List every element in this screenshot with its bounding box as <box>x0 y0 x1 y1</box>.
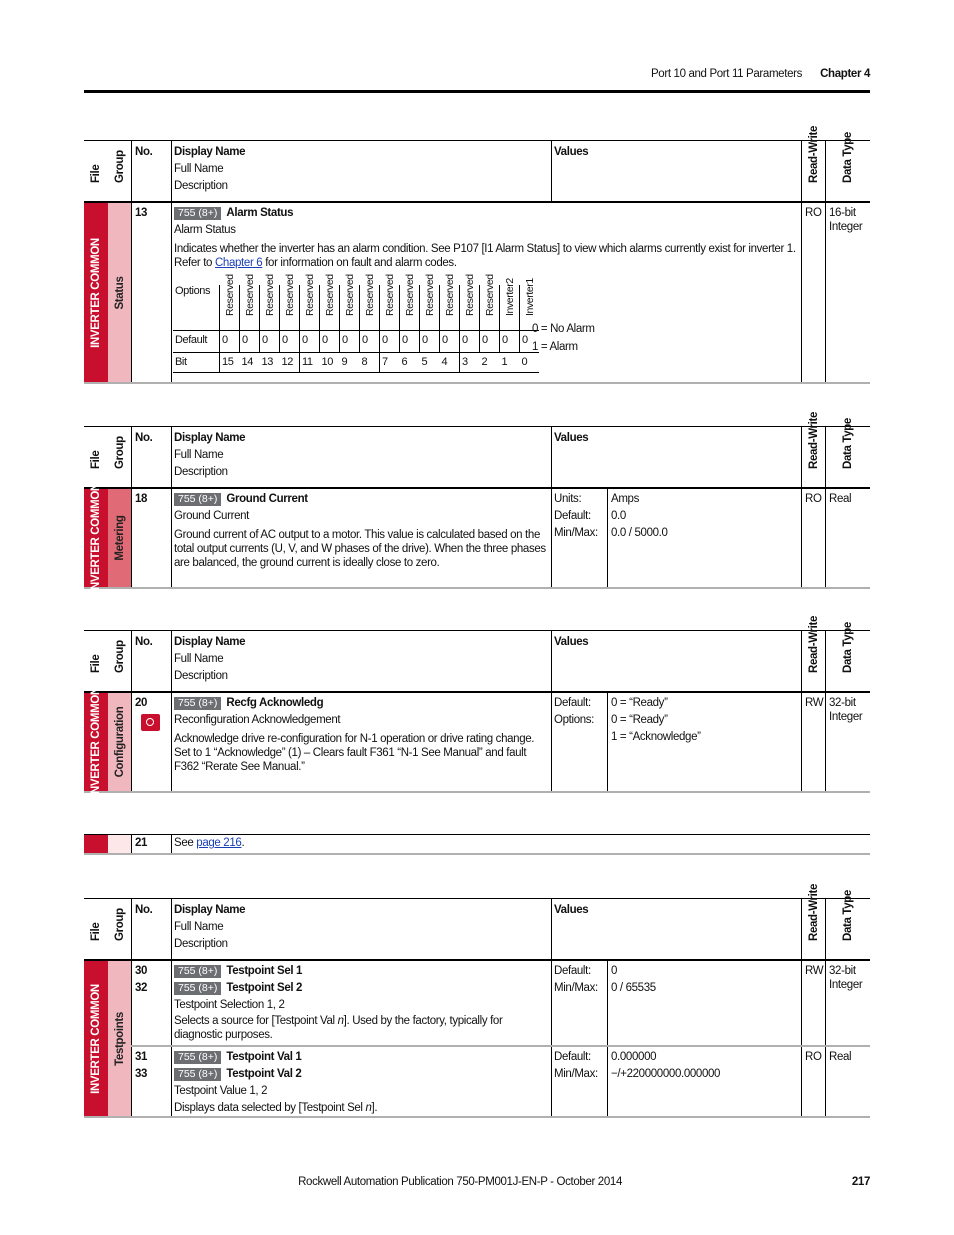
param-row-18 <box>84 483 870 593</box>
bit-number: 7 <box>380 352 400 372</box>
legend-alarm: 1 = Alarm <box>532 341 578 353</box>
description-text: Selects a source for [Testpoint Val n]. Used by the factory, typically for diagnostic purposes. <box>174 1015 503 1041</box>
col-no: No. <box>131 427 171 487</box>
param-number: 31 33 <box>131 1047 171 1116</box>
bit-default: 0 <box>480 330 500 352</box>
bit-default: 0 <box>260 330 280 352</box>
bit-option: Reserved <box>420 285 440 330</box>
param-description: See page 216. <box>171 835 870 853</box>
param-description <box>171 489 551 587</box>
page-header <box>84 66 870 93</box>
drive-badge: 755 (8+) <box>174 493 221 506</box>
param-description <box>171 1047 551 1116</box>
file-label: INVERTER COMMON <box>84 693 108 791</box>
bit-default: 0 <box>280 330 300 352</box>
drive-badge: 755 (8+) <box>174 697 221 710</box>
group-label: Testpoints <box>108 961 131 1116</box>
page-footer <box>84 1176 870 1192</box>
full-name: Testpoint Selection 1, 2 <box>174 999 285 1011</box>
bit-number: 15 <box>220 352 240 372</box>
col-no: No. <box>131 899 171 959</box>
data-type-value: 32-bit Integer <box>825 693 870 791</box>
bit-option: Reserved <box>360 285 380 330</box>
param-rows-30-33 <box>84 961 870 1116</box>
param-number: 21 <box>131 835 171 853</box>
bit-option: Reserved <box>400 285 420 330</box>
full-name: Ground Current <box>174 510 249 522</box>
bit-option: Reserved <box>280 285 300 330</box>
options-label: Options <box>173 285 220 330</box>
bit-label: Bit <box>173 352 220 372</box>
param-table-21 <box>84 834 870 855</box>
bit-number: 9 <box>340 352 360 372</box>
param-description <box>171 961 551 1046</box>
group-label: Metering <box>108 489 131 587</box>
table-header <box>84 412 870 489</box>
bit-default: 0 <box>340 330 360 352</box>
bit-default: 0 <box>420 330 440 352</box>
bit-default: 0 <box>380 330 400 352</box>
drive-badge: 755 (8+) <box>174 1068 221 1081</box>
bit-number: 2 <box>480 352 500 372</box>
bit-option: Inverter2 <box>500 285 520 330</box>
chapter-label: Chapter 4 <box>820 68 870 80</box>
file-label <box>84 835 108 853</box>
bit-number: 3 <box>460 352 480 372</box>
section-title: Port 10 and Port 11 Parameters <box>650 68 802 80</box>
value-data: Amps 0.0 0.0 / 5000.0 <box>607 489 801 587</box>
param-row-13 <box>84 203 870 382</box>
description-text: Indicates whether the inverter has an alarm condition. See P107 [I1 Alarm Status] to view which alarms currently exist for inverter 1. Refer to Chapter 6 for information on fault and alarm codes. <box>174 243 796 269</box>
data-type-value: 16-bit Integer <box>825 203 870 382</box>
col-display-name: Display Name Full Name Description <box>171 899 551 959</box>
bit-option: Reserved <box>240 285 260 330</box>
legend-no-alarm: 0 = No Alarm <box>532 323 595 335</box>
bit-option: Reserved <box>300 285 320 330</box>
page-number: 217 <box>851 1176 870 1188</box>
read-write-value: RO <box>801 489 825 587</box>
bit-number: 12 <box>280 352 300 372</box>
bit-default: 0 <box>320 330 340 352</box>
description-text: Ground current of AC output to a motor. This value is calculated based on the total output currents (U, V, and W phases of the drive). When the three phases are balanced, the ground current is ideally close to zero. <box>174 529 546 569</box>
param-row-20 <box>84 687 870 797</box>
drive-badge: 755 (8+) <box>174 207 221 220</box>
bit-default: 0 <box>400 330 420 352</box>
value-labels: Units: Default: Min/Max: <box>551 489 607 587</box>
drive-badge: 755 (8+) <box>174 965 221 978</box>
col-data-type: Data Type <box>825 899 870 959</box>
param-table-30 <box>84 884 870 1118</box>
param-number: 18 <box>131 489 171 587</box>
group-label <box>108 835 131 853</box>
description-text: Displays data selected by [Testpoint Sel n]. <box>174 1102 378 1114</box>
bit-option-grid <box>173 273 539 373</box>
col-display-name: Display Name Full Name Description <box>171 141 551 201</box>
bit-default: 0 <box>440 330 460 352</box>
value-labels: Default: Options: <box>551 693 607 791</box>
param-name: Testpoint Sel 2 <box>226 982 303 994</box>
drive-badge: 755 (8+) <box>174 1051 221 1064</box>
col-read-write: Read-Write <box>801 631 825 691</box>
col-file: File <box>90 654 102 673</box>
param-number: 30 32 <box>131 961 171 1046</box>
group-label: Status <box>108 203 131 382</box>
bit-default: 0 <box>360 330 380 352</box>
bit-number: 1 <box>500 352 520 372</box>
bit-option: Reserved <box>220 285 240 330</box>
col-display-name: Display Name Full Name Description <box>171 631 551 691</box>
col-read-write: Read-Write <box>801 141 825 201</box>
value-data: 0.000000 −/+220000000.000000 <box>607 1047 801 1116</box>
param-name: Testpoint Val 1 <box>226 1051 302 1063</box>
col-read-write: Read-Write <box>801 427 825 487</box>
bit-default: 0 <box>500 330 520 352</box>
bit-option: Reserved <box>440 285 460 330</box>
read-write-value: RW <box>801 961 825 1046</box>
table-header <box>84 126 870 203</box>
param-name: Recfg Acknowledg <box>226 697 324 709</box>
col-group: Group <box>113 436 126 469</box>
param-table-20 <box>84 616 870 797</box>
col-values: Values <box>551 631 801 691</box>
bit-number: 11 <box>300 352 320 372</box>
col-values: Values <box>551 899 801 959</box>
bit-number: 5 <box>420 352 440 372</box>
bit-number: 4 <box>440 352 460 372</box>
col-data-type: Data Type <box>825 427 870 487</box>
col-read-write: Read-Write <box>801 899 825 959</box>
bit-number: 14 <box>240 352 260 372</box>
bit-default: 0 <box>460 330 480 352</box>
table-header <box>84 884 870 961</box>
col-file: File <box>90 922 102 941</box>
data-type-value: Real <box>825 1047 870 1116</box>
bit-option: Reserved <box>460 285 480 330</box>
param-name: Alarm Status <box>226 207 294 219</box>
table-header <box>84 616 870 693</box>
param-number: 20 <box>131 693 171 791</box>
bit-number: 8 <box>360 352 380 372</box>
col-data-type: Data Type <box>825 141 870 201</box>
read-write-value: RO <box>801 1047 825 1116</box>
bit-default: 0 <box>520 330 540 352</box>
col-no: No. <box>131 631 171 691</box>
param-name: Testpoint Val 2 <box>226 1068 302 1080</box>
read-write-value: RW <box>801 693 825 791</box>
full-name: Testpoint Value 1, 2 <box>174 1085 268 1097</box>
bit-option: Inverter1 <box>520 285 540 330</box>
param-row-21 <box>84 835 870 853</box>
drive-badge: 755 (8+) <box>174 982 221 995</box>
col-group: Group <box>113 640 126 673</box>
param-name: Ground Current <box>226 493 308 505</box>
col-values: Values <box>551 141 801 201</box>
page-link[interactable]: page 216 <box>196 837 242 849</box>
bit-option: Reserved <box>480 285 500 330</box>
param-description <box>171 693 551 791</box>
full-name: Alarm Status <box>174 224 236 236</box>
bit-option: Reserved <box>260 285 280 330</box>
bit-number: 10 <box>320 352 340 372</box>
col-group: Group <box>113 150 126 183</box>
full-name: Reconfiguration Acknowledgement <box>174 714 341 726</box>
stop-drive-icon <box>141 714 160 731</box>
data-type-value: 32-bit Integer <box>825 961 870 1046</box>
col-file: File <box>90 450 102 469</box>
value-labels: Default: Min/Max: <box>551 961 607 1046</box>
param-name: Testpoint Sel 1 <box>226 965 303 977</box>
file-label: INVERTER COMMON <box>84 203 108 382</box>
bit-option: Reserved <box>320 285 340 330</box>
param-description <box>171 203 801 382</box>
bit-number: 6 <box>400 352 420 372</box>
col-values: Values <box>551 427 801 487</box>
bit-number: 0 <box>520 352 540 372</box>
value-labels: Default: Min/Max: <box>551 1047 607 1116</box>
file-label: INVERTER COMMON <box>84 961 108 1116</box>
col-display-name: Display Name Full Name Description <box>171 427 551 487</box>
col-no: No. <box>131 141 171 201</box>
value-data: 0 = “Ready” 0 = “Ready” 1 = “Acknowledge” <box>607 693 801 791</box>
param-table-13 <box>84 126 870 384</box>
bit-default: 0 <box>220 330 240 352</box>
param-table-18 <box>84 412 870 593</box>
bit-default: 0 <box>240 330 260 352</box>
col-group: Group <box>113 908 126 941</box>
description-text: Acknowledge drive re-configuration for N-1 operation or drive rating change. Set to 1 “Acknowledge” (1) – Clears fault F361 “N-1 See Manual” and fault F362 “Rerate See Manual.” <box>174 733 535 773</box>
bit-number: 13 <box>260 352 280 372</box>
data-type-value: Real <box>825 489 870 587</box>
value-data: 0 0 / 65535 <box>607 961 801 1046</box>
read-write-value: RO <box>801 203 825 382</box>
col-file: File <box>90 164 102 183</box>
group-label: Configuration <box>108 693 131 791</box>
col-data-type: Data Type <box>825 631 870 691</box>
bit-default: 0 <box>300 330 320 352</box>
bit-option: Reserved <box>340 285 360 330</box>
param-number: 13 <box>131 203 171 382</box>
chapter-link[interactable]: Chapter 6 <box>214 257 263 269</box>
bit-option: Reserved <box>380 285 400 330</box>
file-label: INVERTER COMMON <box>84 489 108 587</box>
default-label: Default <box>173 330 220 352</box>
publication-id: Rockwell Automation Publication 750-PM001J-EN-P - October 2014 <box>298 1176 622 1188</box>
